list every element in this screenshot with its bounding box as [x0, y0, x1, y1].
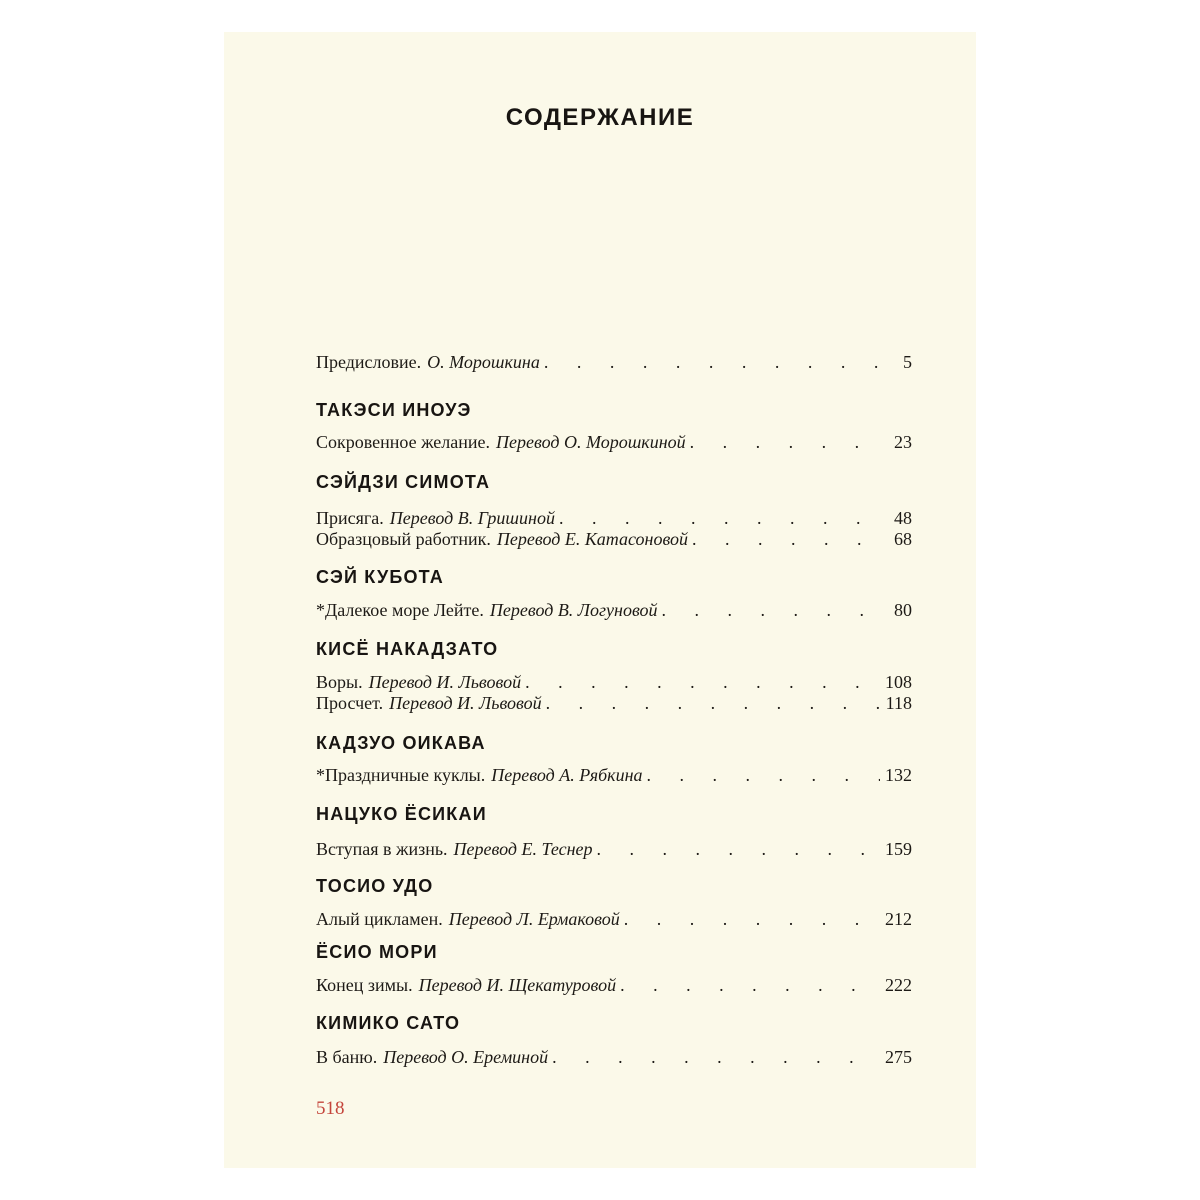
- author-heading: СЭЙ КУБОТА: [316, 567, 444, 587]
- toc-entry-intro: [316, 352, 912, 376]
- entry-translator: Перевод В. Гришиной: [389, 508, 555, 528]
- toc-entry: [316, 909, 912, 933]
- entry-translator: Перевод О. Ереминой: [383, 1047, 549, 1067]
- entry-page-number: 118: [885, 693, 912, 713]
- entry-page-number: 275: [885, 1047, 912, 1067]
- author-heading: ТОСИО УДО: [316, 876, 434, 896]
- toc-entry: [316, 693, 912, 717]
- entry-title: Вступая в жизнь.: [316, 839, 448, 859]
- leader-dots: [544, 352, 880, 373]
- entry-title: Просчет.: [316, 693, 384, 713]
- toc-entry: [316, 1047, 912, 1071]
- entry-translator: Перевод И. Щекатуровой: [418, 975, 617, 995]
- leader-dots: [692, 529, 880, 550]
- entry-page-number: 80: [894, 600, 912, 620]
- entry-page-number: 132: [885, 765, 912, 785]
- author-heading: СЭЙДЗИ СИМОТА: [316, 472, 491, 492]
- entry-page-number: 108: [885, 672, 912, 692]
- entry-title: *Далекое море Лейте.: [316, 600, 484, 620]
- leader-dots: [596, 839, 880, 860]
- leader-dots: [647, 765, 880, 786]
- entry-title: Алый цикламен.: [316, 909, 443, 929]
- entry-translator: Перевод О. Морошкиной: [496, 432, 686, 452]
- entry-page-number: 5: [903, 352, 912, 372]
- entry-title: Конец зимы.: [316, 975, 413, 995]
- entry-translator: Перевод И. Львовой: [389, 693, 542, 713]
- author-heading: ТАКЭСИ ИНОУЭ: [316, 400, 472, 420]
- leader-dots: [620, 975, 880, 996]
- entry-title: Образцовый работник.: [316, 529, 491, 549]
- entry-page-number: 212: [885, 909, 912, 929]
- toc-entry: [316, 432, 912, 456]
- entry-title: Присяга.: [316, 508, 384, 528]
- entry-translator: Перевод А. Рябкина: [491, 765, 643, 785]
- entry-page-number: 222: [885, 975, 912, 995]
- entry-page-number: 68: [894, 529, 912, 549]
- entry-translator: Перевод В. Логуновой: [489, 600, 658, 620]
- leader-dots: [662, 600, 880, 621]
- author-heading: КИМИКО САТО: [316, 1013, 461, 1033]
- toc-entry: [316, 975, 912, 999]
- entry-title: Воры.: [316, 672, 363, 692]
- leader-dots: [624, 909, 880, 930]
- leader-dots: [559, 508, 880, 529]
- leader-dots: [546, 693, 880, 714]
- leader-dots: [552, 1047, 880, 1068]
- book-page: [224, 32, 976, 1168]
- author-heading: НАЦУКО ЁСИКАИ: [316, 804, 487, 824]
- author-heading: КАДЗУО ОИКАВА: [316, 733, 486, 753]
- entry-title: В баню.: [316, 1047, 378, 1067]
- entry-page-number: 159: [885, 839, 912, 859]
- entry-title: *Праздничные куклы.: [316, 765, 486, 785]
- toc-entry: [316, 600, 912, 624]
- page-number-folio: 518: [316, 1098, 345, 1119]
- entry-title: Сокровенное желание.: [316, 432, 491, 452]
- entry-page-number: 48: [894, 508, 912, 528]
- entry-translator: Перевод Е. Катасоновой: [496, 529, 689, 549]
- entry-translator: Перевод Е. Теснер: [453, 839, 593, 859]
- toc-entry: [316, 839, 912, 863]
- page-title: СОДЕРЖАНИЕ: [505, 104, 695, 131]
- entry-translator: Перевод И. Львовой: [368, 672, 522, 692]
- leader-dots: [525, 672, 880, 693]
- toc-entry: [316, 529, 912, 553]
- author-heading: КИСЁ НАКАДЗАТО: [316, 639, 499, 659]
- entry-page-number: 23: [894, 432, 912, 452]
- toc-entry: [316, 765, 912, 789]
- entry-translator: О. Морошкина: [427, 352, 540, 372]
- entry-title: Предисловие.: [316, 352, 422, 372]
- entry-translator: Перевод Л. Ермаковой: [448, 909, 620, 929]
- author-heading: ЁСИО МОРИ: [316, 942, 438, 962]
- leader-dots: [690, 432, 880, 453]
